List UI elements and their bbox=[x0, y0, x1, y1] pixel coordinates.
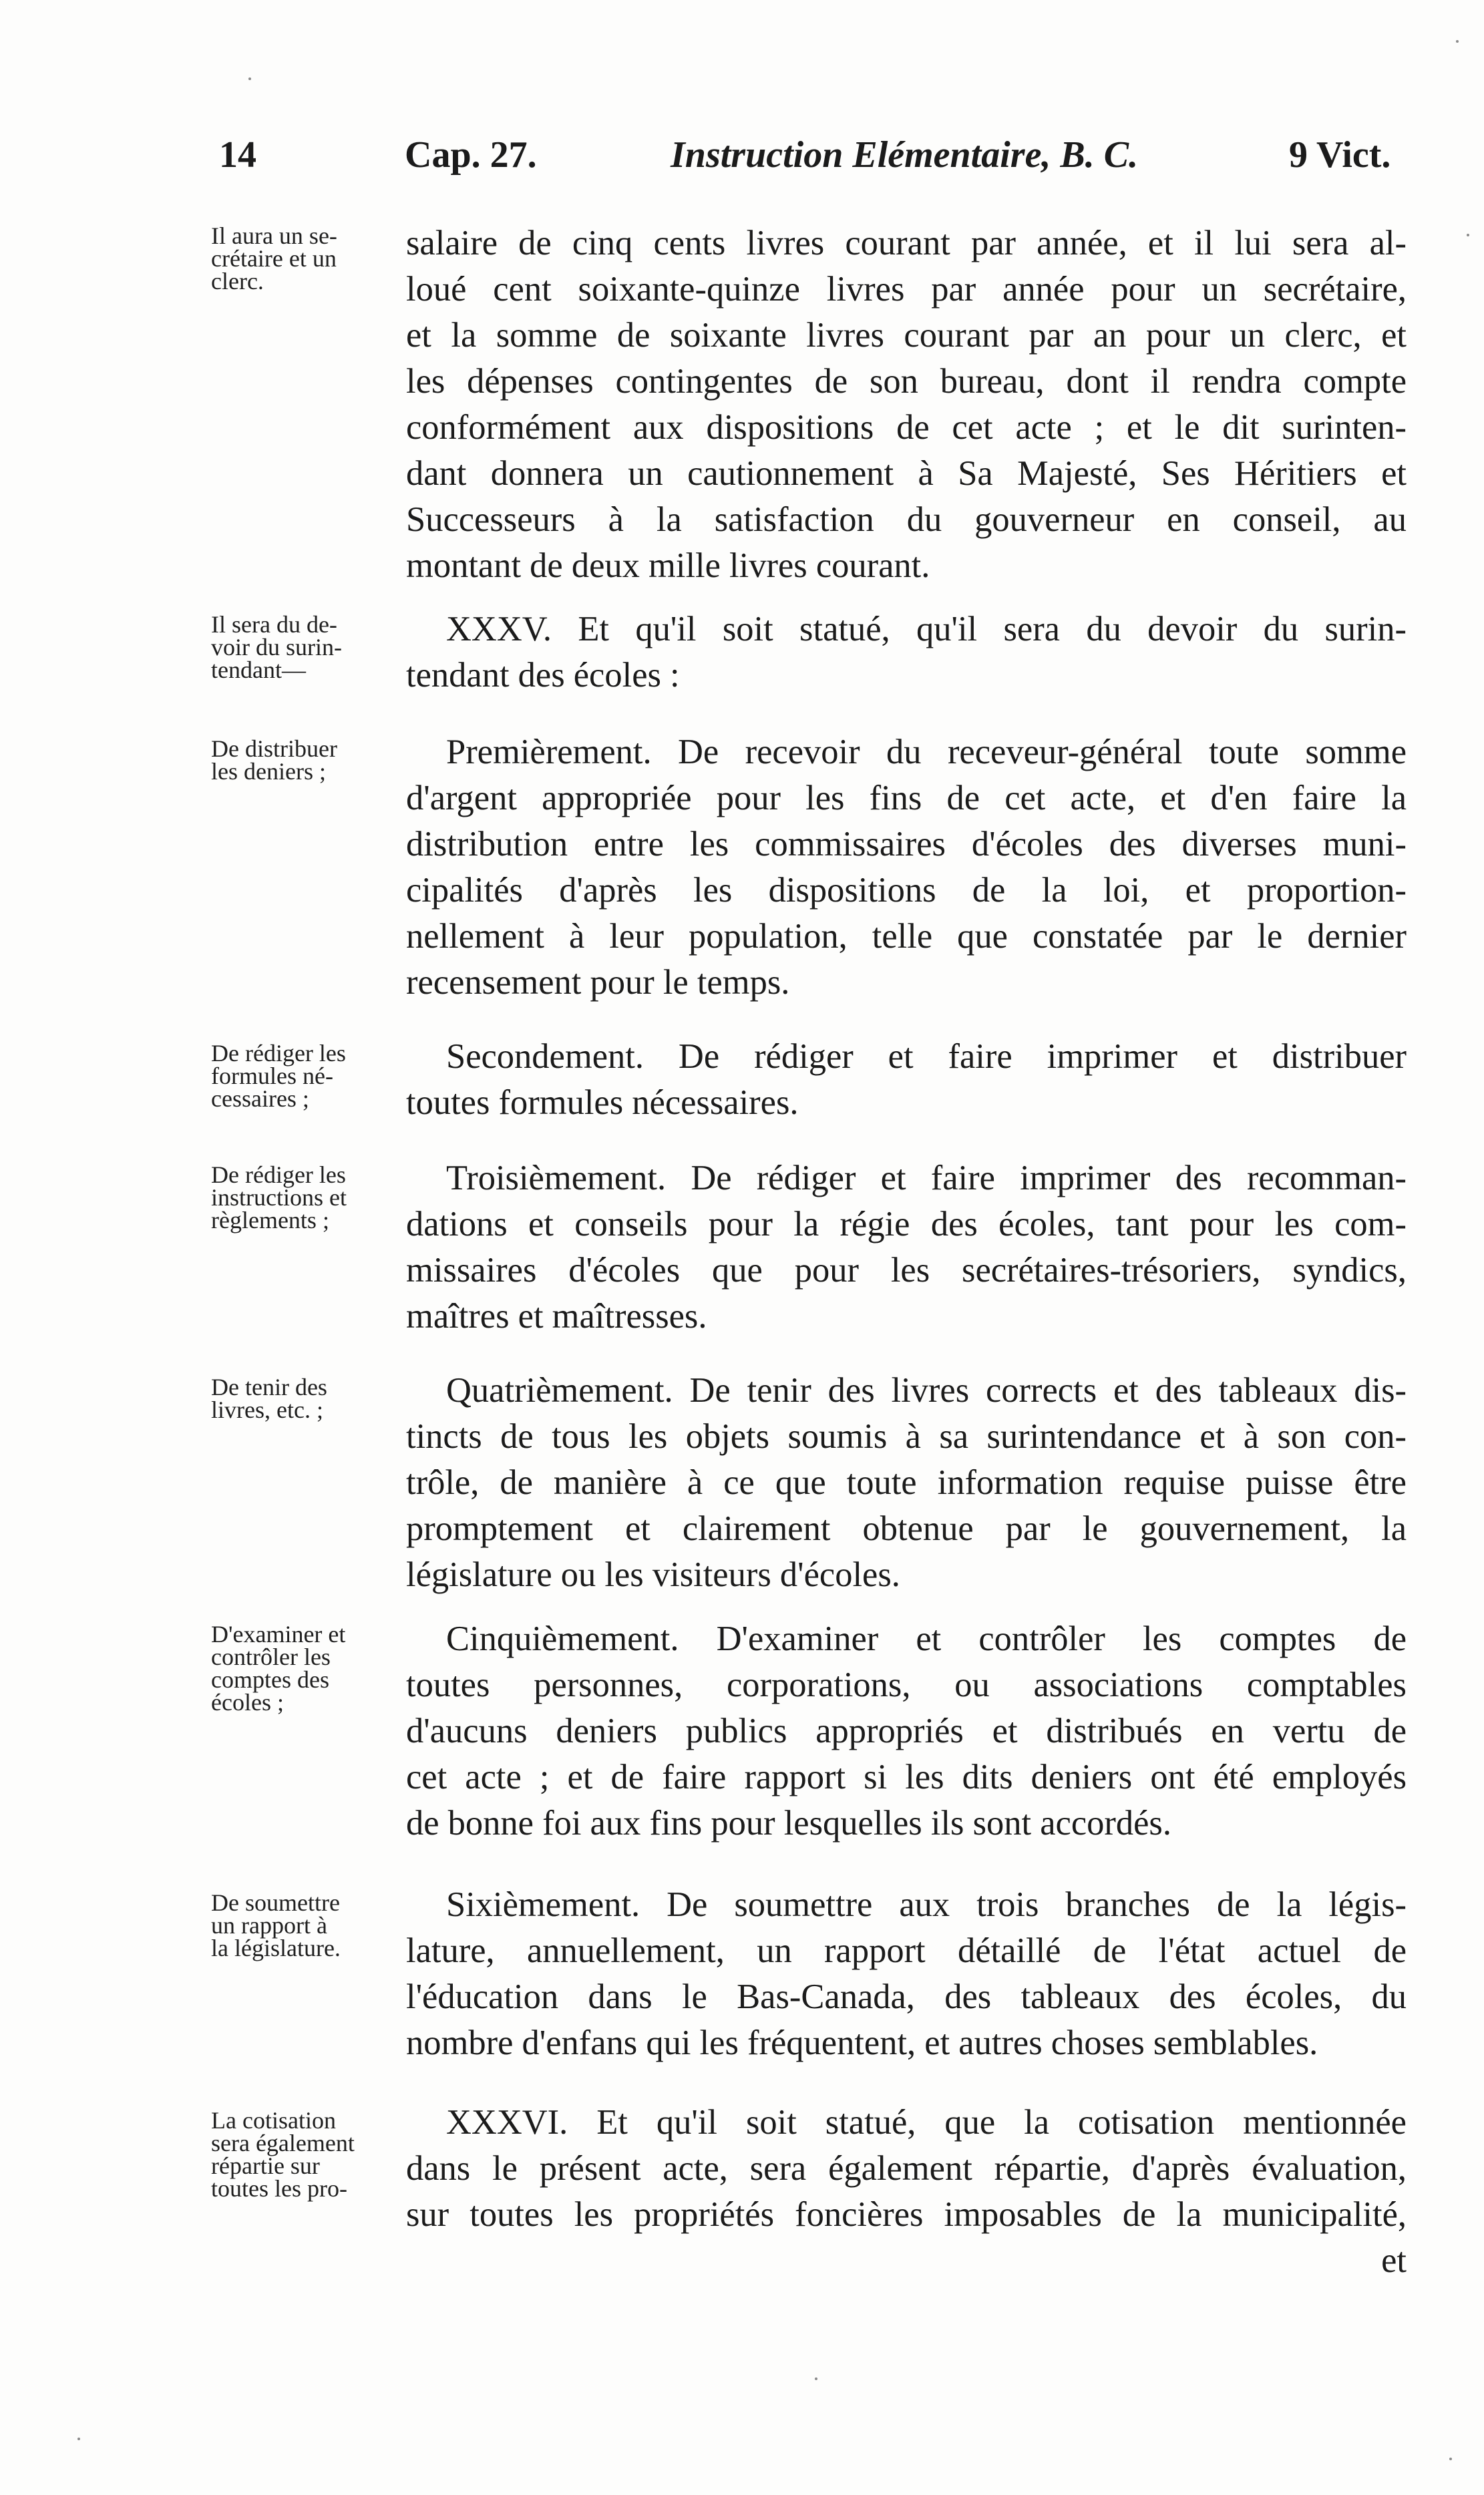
text-line: loué cent soixante-quinze livres par année pour un secrétaire, bbox=[406, 270, 1407, 309]
text-line: distribution entre les commissaires d'écoles des diverses muni- bbox=[406, 825, 1407, 863]
text-line: XXXV. Et qu'il soit statué, qu'il sera du devoir du surin- bbox=[446, 610, 1407, 648]
text-line: conformément aux dispositions de cet acte ; et le dit surinten- bbox=[406, 408, 1407, 447]
margin-note bbox=[211, 2109, 393, 2200]
margin-note-line: sera également bbox=[211, 2130, 355, 2156]
text-line: Secondement. De rédiger et faire imprimer et distribuer bbox=[446, 1037, 1407, 1076]
section-text bbox=[406, 220, 1407, 589]
margin-note bbox=[211, 737, 393, 783]
margin-note-line: toutes les pro- bbox=[211, 2175, 347, 2202]
margin-note-line: De distribuer bbox=[211, 735, 337, 762]
text-line: l'éducation dans le Bas-Canada, des tableaux des écoles, du bbox=[406, 1977, 1407, 2016]
regnal-year: 9 Vict. bbox=[1289, 134, 1391, 176]
text-line: dant donnera un cautionnement à Sa Majesté, Ses Héritiers et bbox=[406, 454, 1407, 493]
margin-note-line: règlements ; bbox=[211, 1207, 329, 1233]
margin-note-line: D'examiner et bbox=[211, 1621, 346, 1648]
margin-note-line: cessaires ; bbox=[211, 1085, 309, 1112]
scan-speck bbox=[1449, 2458, 1452, 2460]
margin-note-line: les deniers ; bbox=[211, 758, 326, 785]
section-text bbox=[406, 1155, 1407, 1340]
scan-speck bbox=[1456, 40, 1459, 43]
page-number: 14 bbox=[219, 134, 256, 176]
margin-note-line: De rédiger les bbox=[211, 1161, 346, 1188]
scan-speck bbox=[77, 2438, 80, 2440]
text-line: dans le présent acte, sera également répartie, d'après évaluation, bbox=[406, 2149, 1407, 2188]
text-line: dations et conseils pour la régie des écoles, tant pour les com- bbox=[406, 1205, 1407, 1243]
margin-note bbox=[211, 1042, 393, 1110]
margin-note-line: Il sera du de- bbox=[211, 611, 337, 638]
text-line: montant de deux mille livres courant. bbox=[406, 546, 930, 585]
margin-note bbox=[211, 613, 393, 681]
margin-note bbox=[211, 1163, 393, 1231]
margin-note-line: formules né- bbox=[211, 1063, 333, 1089]
margin-note-line: contrôler les bbox=[211, 1644, 331, 1670]
text-line: sur toutes les propriétés foncières imposables de la municipalité, bbox=[406, 2195, 1407, 2234]
section-text bbox=[406, 2100, 1407, 2284]
margin-note-line: la législature. bbox=[211, 1935, 341, 1961]
text-line: missaires d'écoles que pour les secrétaires-trésoriers, syndics, bbox=[406, 1251, 1407, 1290]
margin-note-line: De soumettre bbox=[211, 1889, 340, 1916]
text-line: Cinquièmement. D'examiner et contrôler les comptes de bbox=[446, 1619, 1407, 1658]
scan-speck bbox=[248, 77, 251, 80]
scan-speck bbox=[815, 2377, 817, 2380]
section-text bbox=[406, 1616, 1407, 1847]
text-line: maîtres et maîtresses. bbox=[406, 1297, 707, 1336]
text-line: Quatrièmement. De tenir des livres corrects et des tableaux dis- bbox=[446, 1371, 1407, 1410]
running-title: Instruction Elémentaire, B. C. bbox=[671, 134, 1139, 176]
margin-note-line: répartie sur bbox=[211, 2152, 320, 2179]
text-line: promptement et clairement obtenue par le gouvernement, la bbox=[406, 1509, 1407, 1548]
margin-note-line: instructions et bbox=[211, 1184, 347, 1211]
margin-note-line: clerc. bbox=[211, 268, 264, 295]
margin-note-line: De rédiger les bbox=[211, 1040, 346, 1067]
section-text bbox=[406, 729, 1407, 1006]
running-header bbox=[0, 134, 1484, 187]
text-line: nombre d'enfans qui les fréquentent, et autres choses semblables. bbox=[406, 2024, 1318, 2062]
margin-note-line: La cotisation bbox=[211, 2107, 336, 2134]
text-line: d'argent appropriée pour les fins de cet acte, et d'en faire la bbox=[406, 779, 1407, 817]
margin-note-line: un rapport à bbox=[211, 1912, 327, 1939]
text-line: toutes personnes, corporations, ou associations comptables bbox=[406, 1666, 1407, 1704]
text-line: salaire de cinq cents livres courant par année, et il lui sera al- bbox=[406, 224, 1407, 262]
section-text bbox=[406, 1882, 1407, 2066]
text-line: Sixièmement. De soumettre aux trois branches de la légis- bbox=[446, 1885, 1407, 1924]
text-line: les dépenses contingentes de son bureau, dont il rendra compte bbox=[406, 362, 1407, 401]
text-line: Premièrement. De recevoir du receveur-général toute somme bbox=[446, 733, 1407, 771]
margin-note-line: tendant— bbox=[211, 656, 306, 683]
text-line: cet acte ; et de faire rapport si les dits deniers ont été employés bbox=[406, 1758, 1407, 1796]
text-line: législature ou les visiteurs d'écoles. bbox=[406, 1555, 900, 1594]
text-line: d'aucuns deniers publics appropriés et distribués en vertu de bbox=[406, 1712, 1407, 1750]
text-line: tincts de tous les objets soumis à sa surintendance et à son con- bbox=[406, 1417, 1407, 1456]
margin-note-line: Il aura un se- bbox=[211, 222, 337, 249]
text-line: Troisièmement. De rédiger et faire imprimer des recomman- bbox=[446, 1159, 1407, 1197]
scan-speck bbox=[1467, 234, 1469, 236]
margin-note-line: crétaire et un bbox=[211, 245, 337, 272]
margin-note-line: De tenir des bbox=[211, 1374, 327, 1400]
section-text bbox=[406, 1368, 1407, 1598]
text-line: lature, annuellement, un rapport détaillé de l'état actuel de bbox=[406, 1931, 1407, 1970]
text-line: XXXVI. Et qu'il soit statué, que la cotisation mentionnée bbox=[446, 2103, 1407, 2142]
text-line: de bonne foi aux fins pour lesquelles ils sont accordés. bbox=[406, 1804, 1171, 1843]
margin-note bbox=[211, 1891, 393, 1959]
margin-note bbox=[211, 1376, 393, 1421]
margin-note-line: livres, etc. ; bbox=[211, 1396, 323, 1423]
margin-note-line: écoles ; bbox=[211, 1689, 284, 1716]
chapter-label: Cap. 27. bbox=[405, 134, 537, 176]
text-line: trôle, de manière à ce que toute information requise puisse être bbox=[406, 1463, 1407, 1502]
text-line: tendant des écoles : bbox=[406, 656, 680, 695]
text-line: cipalités d'après les dispositions de la loi, et proportion- bbox=[406, 871, 1407, 910]
text-line: recensement pour le temps. bbox=[406, 963, 790, 1002]
margin-note bbox=[211, 1623, 393, 1714]
text-line: nellement à leur population, telle que constatée par le dernier bbox=[406, 917, 1407, 956]
section-text bbox=[406, 1034, 1407, 1126]
text-line: toutes formules nécessaires. bbox=[406, 1083, 799, 1122]
margin-note-line: voir du surin- bbox=[211, 634, 342, 660]
text-line: Successeurs à la satisfaction du gouverneur en conseil, au bbox=[406, 500, 1407, 539]
section-text bbox=[406, 606, 1407, 699]
margin-note bbox=[211, 224, 393, 293]
catchword: et bbox=[1381, 2241, 1407, 2280]
margin-note-line: comptes des bbox=[211, 1666, 329, 1693]
text-line: et la somme de soixante livres courant par an pour un clerc, et bbox=[406, 316, 1407, 355]
